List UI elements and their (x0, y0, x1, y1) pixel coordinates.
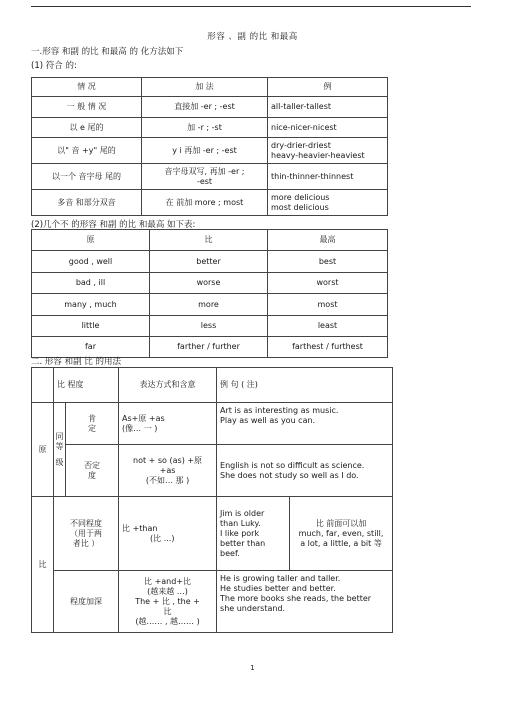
row-label-bi: 比 (32, 497, 54, 633)
table-header-row (32, 368, 393, 403)
than-example-cell (217, 497, 290, 571)
table-row (32, 497, 393, 571)
cell-line: better than (220, 538, 266, 548)
label-negative (66, 445, 119, 497)
cell-line: The + 比 , the + (135, 596, 200, 606)
table-cell: most (268, 294, 388, 316)
table-cell: far (32, 337, 150, 358)
cell-line: more delicious (271, 192, 330, 202)
section1-heading: 一.形容 和副 的比 和最高 的 化方法如下 (31, 47, 184, 57)
cell-line: She does not study so well as I do. (220, 470, 359, 480)
table-cell: 以一个 音字母 尾的 (32, 164, 142, 190)
cell-line: 音字母双写, 再加 -er ; (164, 166, 245, 176)
table-row (32, 273, 388, 294)
cell-line: -est (196, 176, 213, 186)
table-row (32, 138, 388, 164)
table-cell (142, 164, 268, 190)
header-cell: 情 况 (32, 78, 142, 97)
label-different-degree (54, 497, 119, 571)
table-cell: 直接加 -er ; -est (142, 97, 268, 118)
cell-line: heavy-heavier-heaviest (271, 150, 365, 160)
table-row (32, 316, 388, 337)
table-row (32, 251, 388, 273)
table-cell: 在 前加 more ; most (142, 190, 268, 216)
cell-line: 者比 ） (72, 538, 100, 548)
cell-line: Art is as interesting as music. (220, 406, 339, 415)
cell-line: (不如… 那 ) (145, 475, 190, 485)
cell-line: dry-drier-driest (271, 140, 331, 150)
table-row (32, 294, 388, 316)
table-row (32, 445, 393, 497)
cell-line: +as (159, 465, 176, 475)
header-cell: 原 (32, 230, 150, 251)
table-header-row (32, 78, 388, 97)
table-row (32, 403, 393, 445)
table-cell: more (150, 294, 268, 316)
cell-line: （用于两 (70, 528, 103, 538)
cell-line: Play as well as you can. (220, 416, 316, 425)
formation-rules-table (31, 77, 388, 216)
table-cell: farthest / furthest (268, 337, 388, 358)
section1-sub1: (1) 符合 的: (31, 61, 77, 71)
cell-line: much, far, even, still, (298, 528, 384, 538)
cell-line: (越来越 …) (147, 586, 188, 596)
cell-line: (像… 一 ) (122, 423, 158, 433)
cell-line: beef. (220, 548, 240, 558)
label-ding: 定 (88, 423, 97, 433)
header-cell: 例 (268, 78, 388, 97)
table-cell: farther / further (150, 337, 268, 358)
cell-line: she understand. (220, 604, 286, 613)
cell-line: not + so (as) +原 (133, 455, 203, 465)
cell-line: (比 ...) (150, 533, 175, 543)
table-cell (268, 138, 388, 164)
cell-line: most delicious (271, 202, 329, 212)
table-row (32, 571, 393, 633)
header-cell: 加 法 (142, 78, 268, 97)
cell-line: He is growing taller and taller. (220, 574, 341, 583)
header-blank (32, 368, 54, 403)
cell-line: Jim is older (220, 508, 265, 518)
table-cell: 加 -r ; -st (142, 118, 268, 138)
label-affirmative (66, 403, 119, 445)
not-form-cell (119, 445, 217, 497)
label-deng: 等 (55, 441, 64, 451)
cell-line: As+原 +as (122, 413, 165, 423)
row-label-yuan: 原 (32, 403, 54, 497)
table-cell: good , well (32, 251, 150, 273)
cell-line: 比 +and+比 (144, 576, 192, 586)
table-cell: better (150, 251, 268, 273)
cell-line: The more books she reads, the better (220, 594, 372, 603)
table-cell: little (32, 316, 150, 337)
table-header-row (32, 230, 388, 251)
table-cell: nice-nicer-nicest (268, 118, 388, 138)
header-cell: 比 (150, 230, 268, 251)
usage-table (31, 367, 393, 633)
table-cell: 以 e 尾的 (32, 118, 142, 138)
label-ji: 级 (55, 457, 64, 467)
table-cell: worst (268, 273, 388, 294)
table-cell: less (150, 316, 268, 337)
cell-line: I like pork (220, 528, 260, 538)
than-note-cell (290, 497, 393, 571)
section1-sub2: (2)几个不 的形容 和副 的比 和最高 如下表: (31, 220, 196, 230)
label-fou: 否定 (84, 460, 101, 470)
table-row (32, 118, 388, 138)
header-rule (31, 6, 471, 7)
table-cell: 多音 和部分双音 (32, 190, 142, 216)
cell-line: (越…… , 越…… ) (135, 616, 200, 626)
table-cell: all-taller-tallest (268, 97, 388, 118)
increasing-example-cell (217, 571, 393, 633)
header-cell: 比 程度 (54, 368, 119, 403)
table-cell: y i 再加 -er ; -est (142, 138, 268, 164)
row-label-tongdeng (54, 403, 66, 497)
table-cell: bad , ill (32, 273, 150, 294)
than-form-cell (119, 497, 217, 571)
table-cell: 一 般 情 况 (32, 97, 142, 118)
header-cell: 表达方式和含意 (119, 368, 217, 403)
page-number: 1 (250, 664, 255, 672)
irregular-forms-table (31, 229, 388, 358)
cell-line: He studies better and better. (220, 584, 336, 593)
as-form-cell (119, 403, 217, 445)
cell-line: a lot, a little, a bit 等 (300, 538, 382, 548)
table-cell: best (268, 251, 388, 273)
table-cell: many , much (32, 294, 150, 316)
header-cell: 最高 (268, 230, 388, 251)
increasing-form-cell (119, 571, 217, 633)
table-cell: thin-thinner-thinnest (268, 164, 388, 190)
label-tong: 同 (55, 431, 64, 441)
table-cell (268, 190, 388, 216)
cell-line: 比 +than (122, 523, 158, 533)
table-cell: 以" 音 +y" 尾的 (32, 138, 142, 164)
cell-line: than Luky. (220, 518, 261, 528)
section2-heading: 二. 形容 和副 比 的用法 (31, 357, 122, 367)
cell-line: 不同程度 (70, 518, 103, 528)
cell-line: 比 前面可以加 (315, 518, 367, 528)
cell-line: 比 (163, 606, 172, 616)
table-row (32, 164, 388, 190)
table-row (32, 190, 388, 216)
page-title: 形容 、副 的比 和最高 (207, 32, 298, 42)
cell-line: English is not so difficult as science. (220, 460, 365, 470)
not-example-cell (217, 445, 393, 497)
table-cell: least (268, 316, 388, 337)
label-ken: 肯 (88, 413, 97, 423)
table-row (32, 97, 388, 118)
label-du: 度 (88, 470, 97, 480)
header-cell: 例 句 ( 注) (217, 368, 393, 403)
as-example-cell (217, 403, 393, 445)
label-increasing-degree: 程度加深 (54, 571, 119, 633)
table-cell: worse (150, 273, 268, 294)
